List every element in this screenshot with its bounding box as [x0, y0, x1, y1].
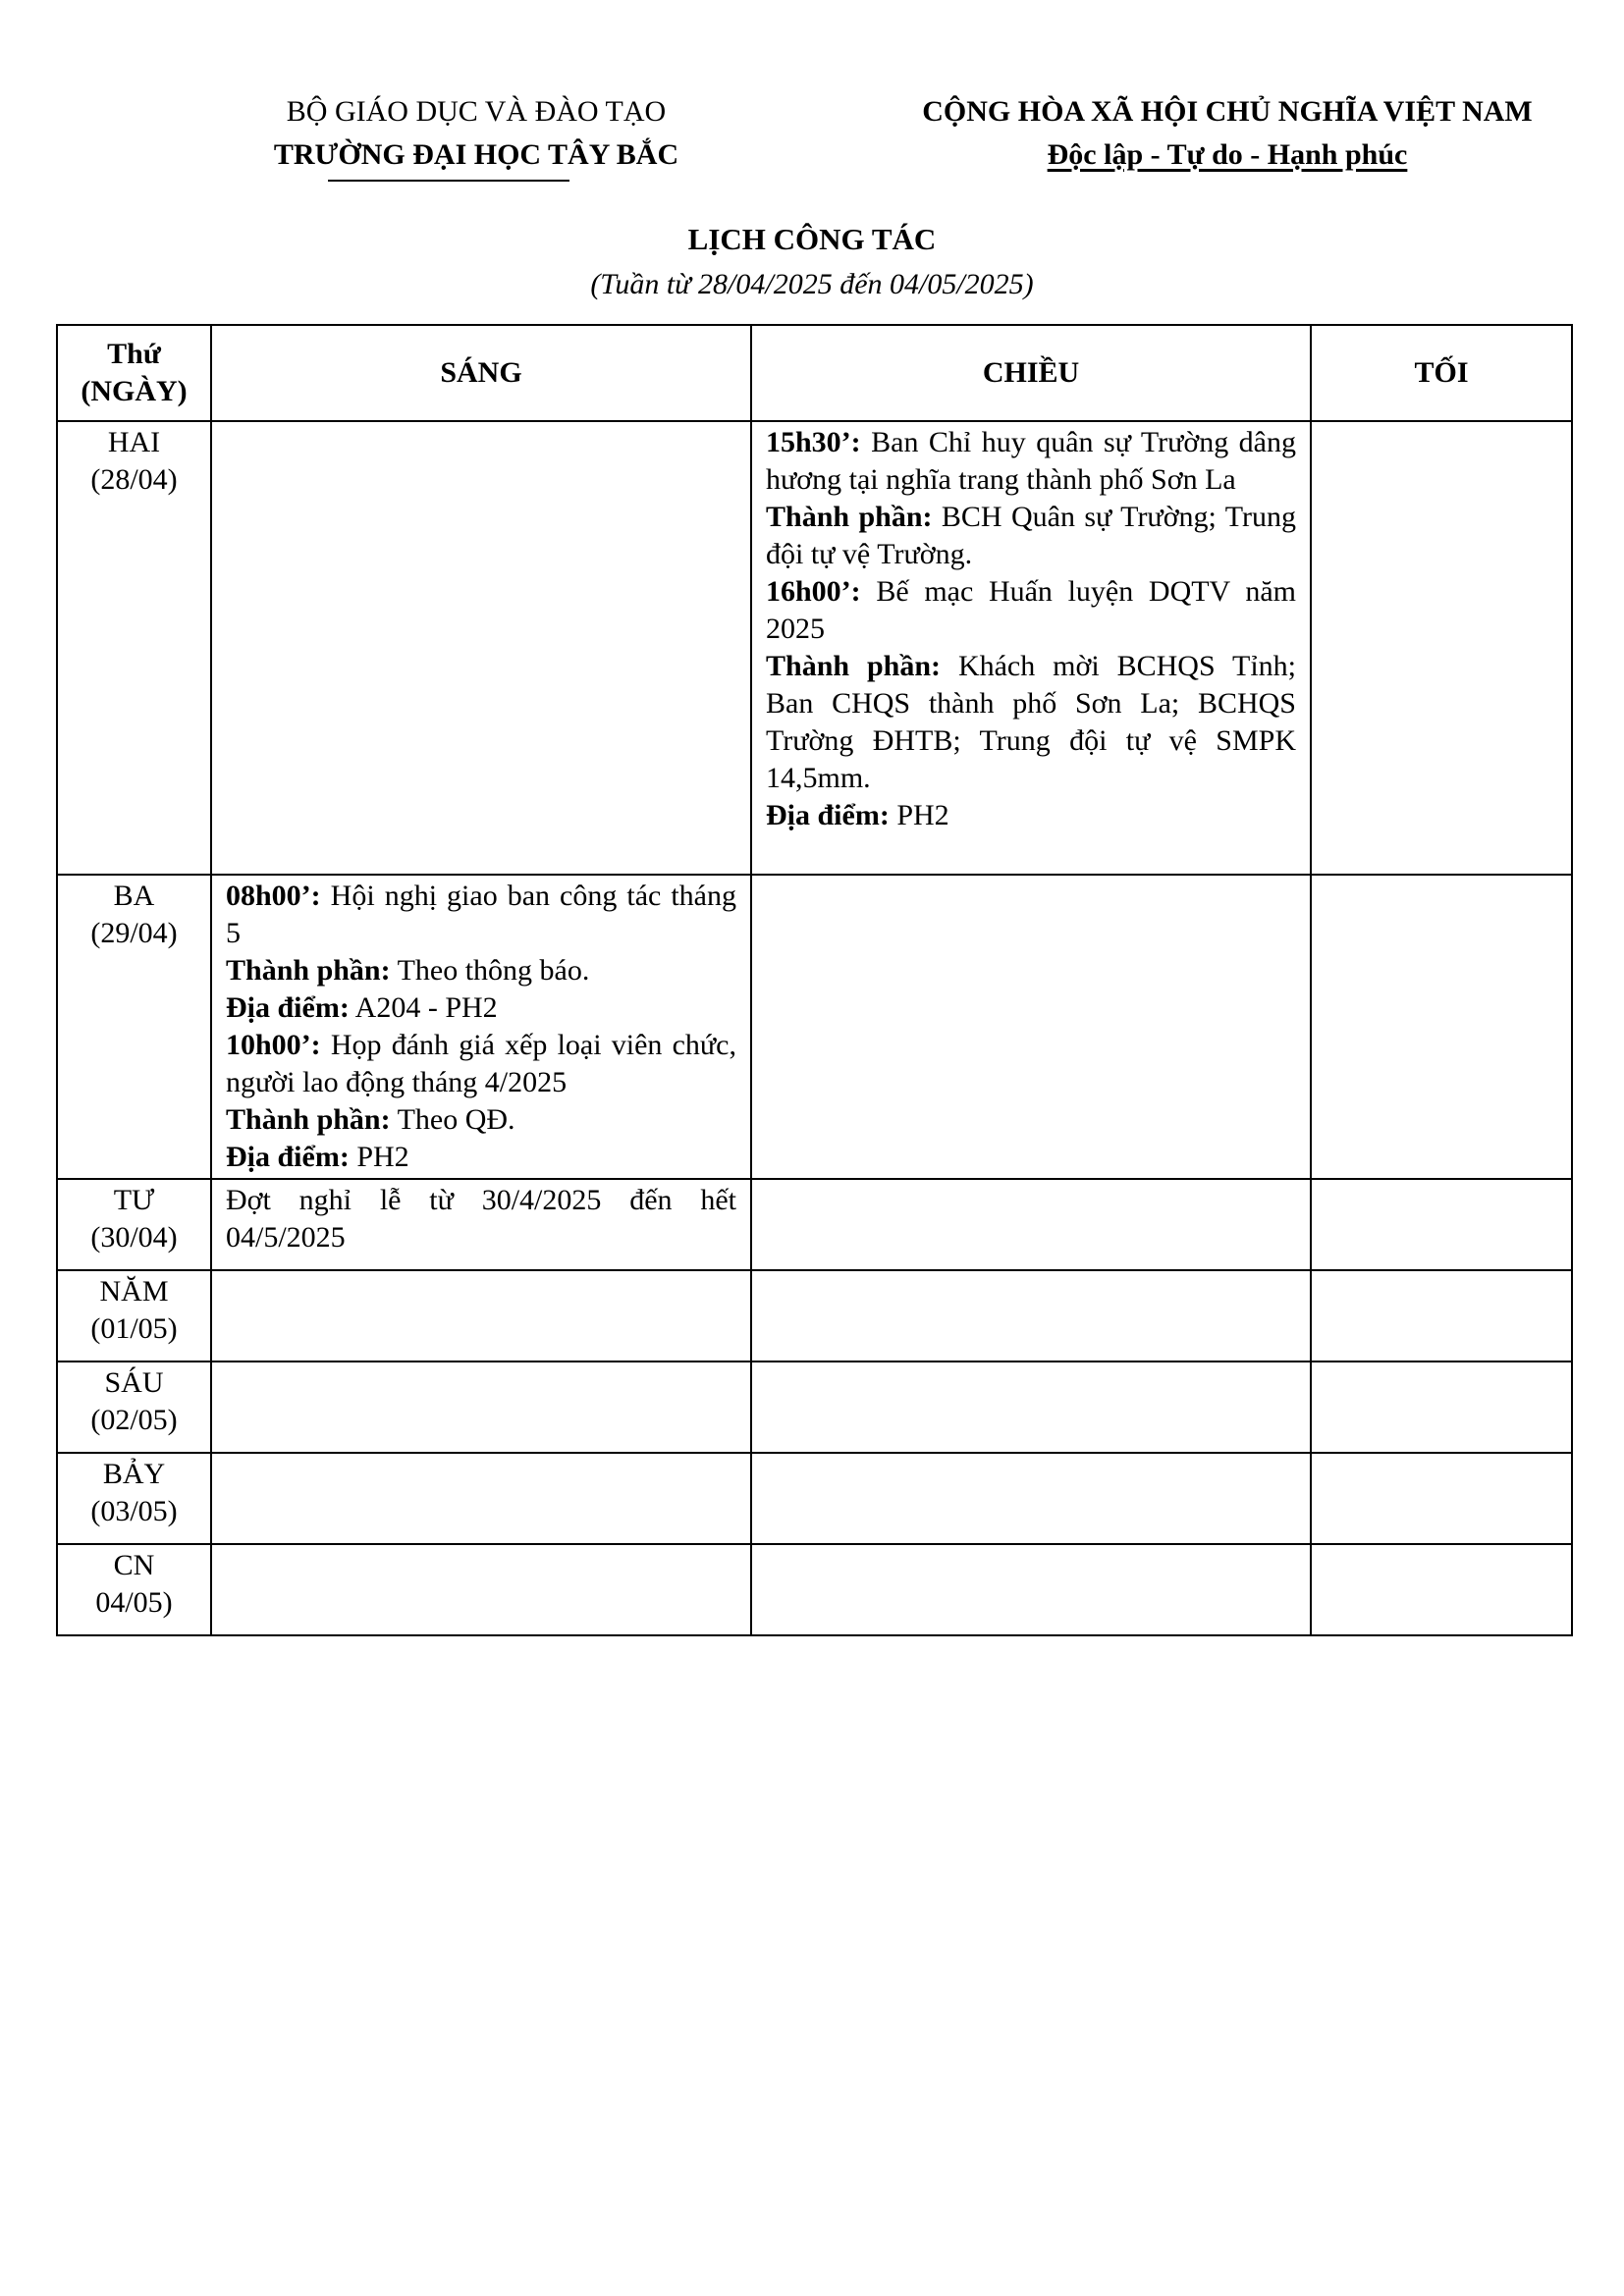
entry-label: Thành phần:: [226, 1103, 391, 1136]
header-day-label: Thứ: [107, 338, 161, 370]
schedule-entry: [766, 499, 1296, 573]
schedule-entry: [766, 573, 1296, 648]
day-cell: [57, 1179, 211, 1270]
day-date: 04/05): [95, 1586, 173, 1619]
schedule-entry: [226, 1027, 736, 1101]
header-evening: TỐI: [1311, 325, 1572, 421]
table-row: [57, 421, 1572, 875]
entry-label: 08h00’:: [226, 880, 321, 912]
afternoon-cell: [751, 421, 1311, 875]
day-name: TƯ: [113, 1184, 155, 1216]
morning-cell: [211, 875, 751, 1179]
day-cell: [57, 1453, 211, 1544]
schedule-entry: Đợt nghỉ lễ từ 30/4/2025 đến hết 04/5/2025: [226, 1184, 736, 1254]
day-date: (03/05): [90, 1495, 178, 1527]
day-cell: [57, 421, 211, 875]
header-day: [57, 325, 211, 421]
day-name: SÁU: [104, 1366, 164, 1399]
day-name: BẢY: [102, 1458, 166, 1490]
day-name: HAI: [107, 426, 161, 458]
evening-cell: [1311, 1270, 1572, 1362]
schedule-entry: [226, 1101, 736, 1139]
entry-label: Địa điểm:: [766, 799, 890, 831]
schedule-entry: [766, 797, 1296, 834]
entry-text: Hội nghị giao ban công tác tháng 5: [226, 880, 736, 949]
table-row: [57, 1453, 1572, 1544]
morning-cell: [211, 1362, 751, 1453]
schedule-entry: [226, 989, 736, 1027]
table-row: [57, 1362, 1572, 1453]
entry-text: Họp đánh giá xếp loại viên chức, người lao động tháng 4/2025: [226, 1029, 736, 1098]
header-divider: [328, 180, 569, 182]
schedule-entry: [226, 878, 736, 952]
entry-text: Ban Chỉ huy quân sự Trường dâng hương tại nghĩa trang thành phố Sơn La: [766, 426, 1296, 496]
schedule-entry: [766, 648, 1296, 797]
entry-text: Theo thông báo.: [390, 954, 590, 987]
day-name: CN: [113, 1549, 155, 1581]
header-right: [864, 90, 1591, 177]
header-afternoon: CHIỀU: [751, 325, 1311, 421]
entry-text: BCH Quân sự Trường; Trung đội tự vệ Trường.: [766, 501, 1297, 570]
entry-label: Thành phần:: [226, 954, 391, 987]
day-name: NĂM: [99, 1275, 169, 1308]
day-name: BA: [113, 880, 155, 912]
entry-text: Bế mạc Huấn luyện DQTV năm 2025: [766, 575, 1296, 645]
schedule-entry: [226, 952, 736, 989]
afternoon-cell: [751, 875, 1311, 1179]
entry-text: Theo QĐ.: [390, 1103, 515, 1136]
entry-label: Thành phần:: [766, 650, 942, 682]
header-morning: SÁNG: [211, 325, 751, 421]
day-cell: [57, 1544, 211, 1635]
morning-cell: [211, 1453, 751, 1544]
afternoon-cell: [751, 1179, 1311, 1270]
entry-label: Địa điểm:: [226, 1141, 350, 1173]
republic-name: CỘNG HÒA XÃ HỘI CHỦ NGHĨA VIỆT NAM: [922, 95, 1533, 128]
day-date: (01/05): [90, 1312, 178, 1345]
page-subtitle: (Tuần từ 28/04/2025 đến 04/05/2025): [590, 268, 1034, 300]
afternoon-cell: [751, 1544, 1311, 1635]
header-day-sublabel: (NGÀY): [81, 375, 188, 407]
entry-label: 15h30’:: [766, 426, 861, 458]
day-cell: [57, 875, 211, 1179]
entry-text: PH2: [889, 799, 949, 831]
day-cell: [57, 1362, 211, 1453]
national-motto: Độc lập - Tự do - Hạnh phúc: [1047, 138, 1408, 171]
evening-cell: [1311, 1544, 1572, 1635]
table-row: [57, 1179, 1572, 1270]
morning-cell: [211, 1179, 751, 1270]
day-date: (29/04): [90, 917, 178, 949]
day-date: (02/05): [90, 1404, 178, 1436]
entry-label: Địa điểm:: [226, 991, 350, 1024]
entry-text: PH2: [349, 1141, 409, 1173]
table-row: [57, 1544, 1572, 1635]
afternoon-cell: [751, 1362, 1311, 1453]
table-row: [57, 1270, 1572, 1362]
evening-cell: [1311, 1362, 1572, 1453]
ministry-name: BỘ GIÁO DỤC VÀ ĐÀO TẠO: [286, 95, 667, 128]
entry-text: A204 - PH2: [349, 991, 498, 1024]
table-row: [57, 875, 1572, 1179]
morning-cell: [211, 1544, 751, 1635]
table-header-row: [57, 325, 1572, 421]
header-left: [187, 90, 766, 177]
afternoon-cell: [751, 1270, 1311, 1362]
evening-cell: [1311, 421, 1572, 875]
evening-cell: [1311, 1453, 1572, 1544]
entry-label: 16h00’:: [766, 575, 861, 608]
evening-cell: [1311, 875, 1572, 1179]
afternoon-cell: [751, 1453, 1311, 1544]
entry-label: 10h00’:: [226, 1029, 321, 1061]
day-date: (30/04): [90, 1221, 178, 1254]
day-cell: [57, 1270, 211, 1362]
university-name: TRƯỜNG ĐẠI HỌC TÂY BẮC: [273, 138, 679, 171]
morning-cell: [211, 421, 751, 875]
page-title: LỊCH CÔNG TÁC: [687, 222, 937, 256]
entry-label: Thành phần:: [766, 501, 933, 533]
schedule-entry: [766, 424, 1296, 499]
day-date: (28/04): [90, 463, 178, 496]
evening-cell: [1311, 1179, 1572, 1270]
entry-text: Khách mời BCHQS Tỉnh; Ban CHQS thành phố Sơn La; BCHQS Trường ĐHTB; Trung đội tự vệ SMPK 14,5mm.: [766, 650, 1296, 794]
morning-cell: [211, 1270, 751, 1362]
schedule-entry: [226, 1139, 736, 1176]
schedule-table: [56, 324, 1573, 1636]
